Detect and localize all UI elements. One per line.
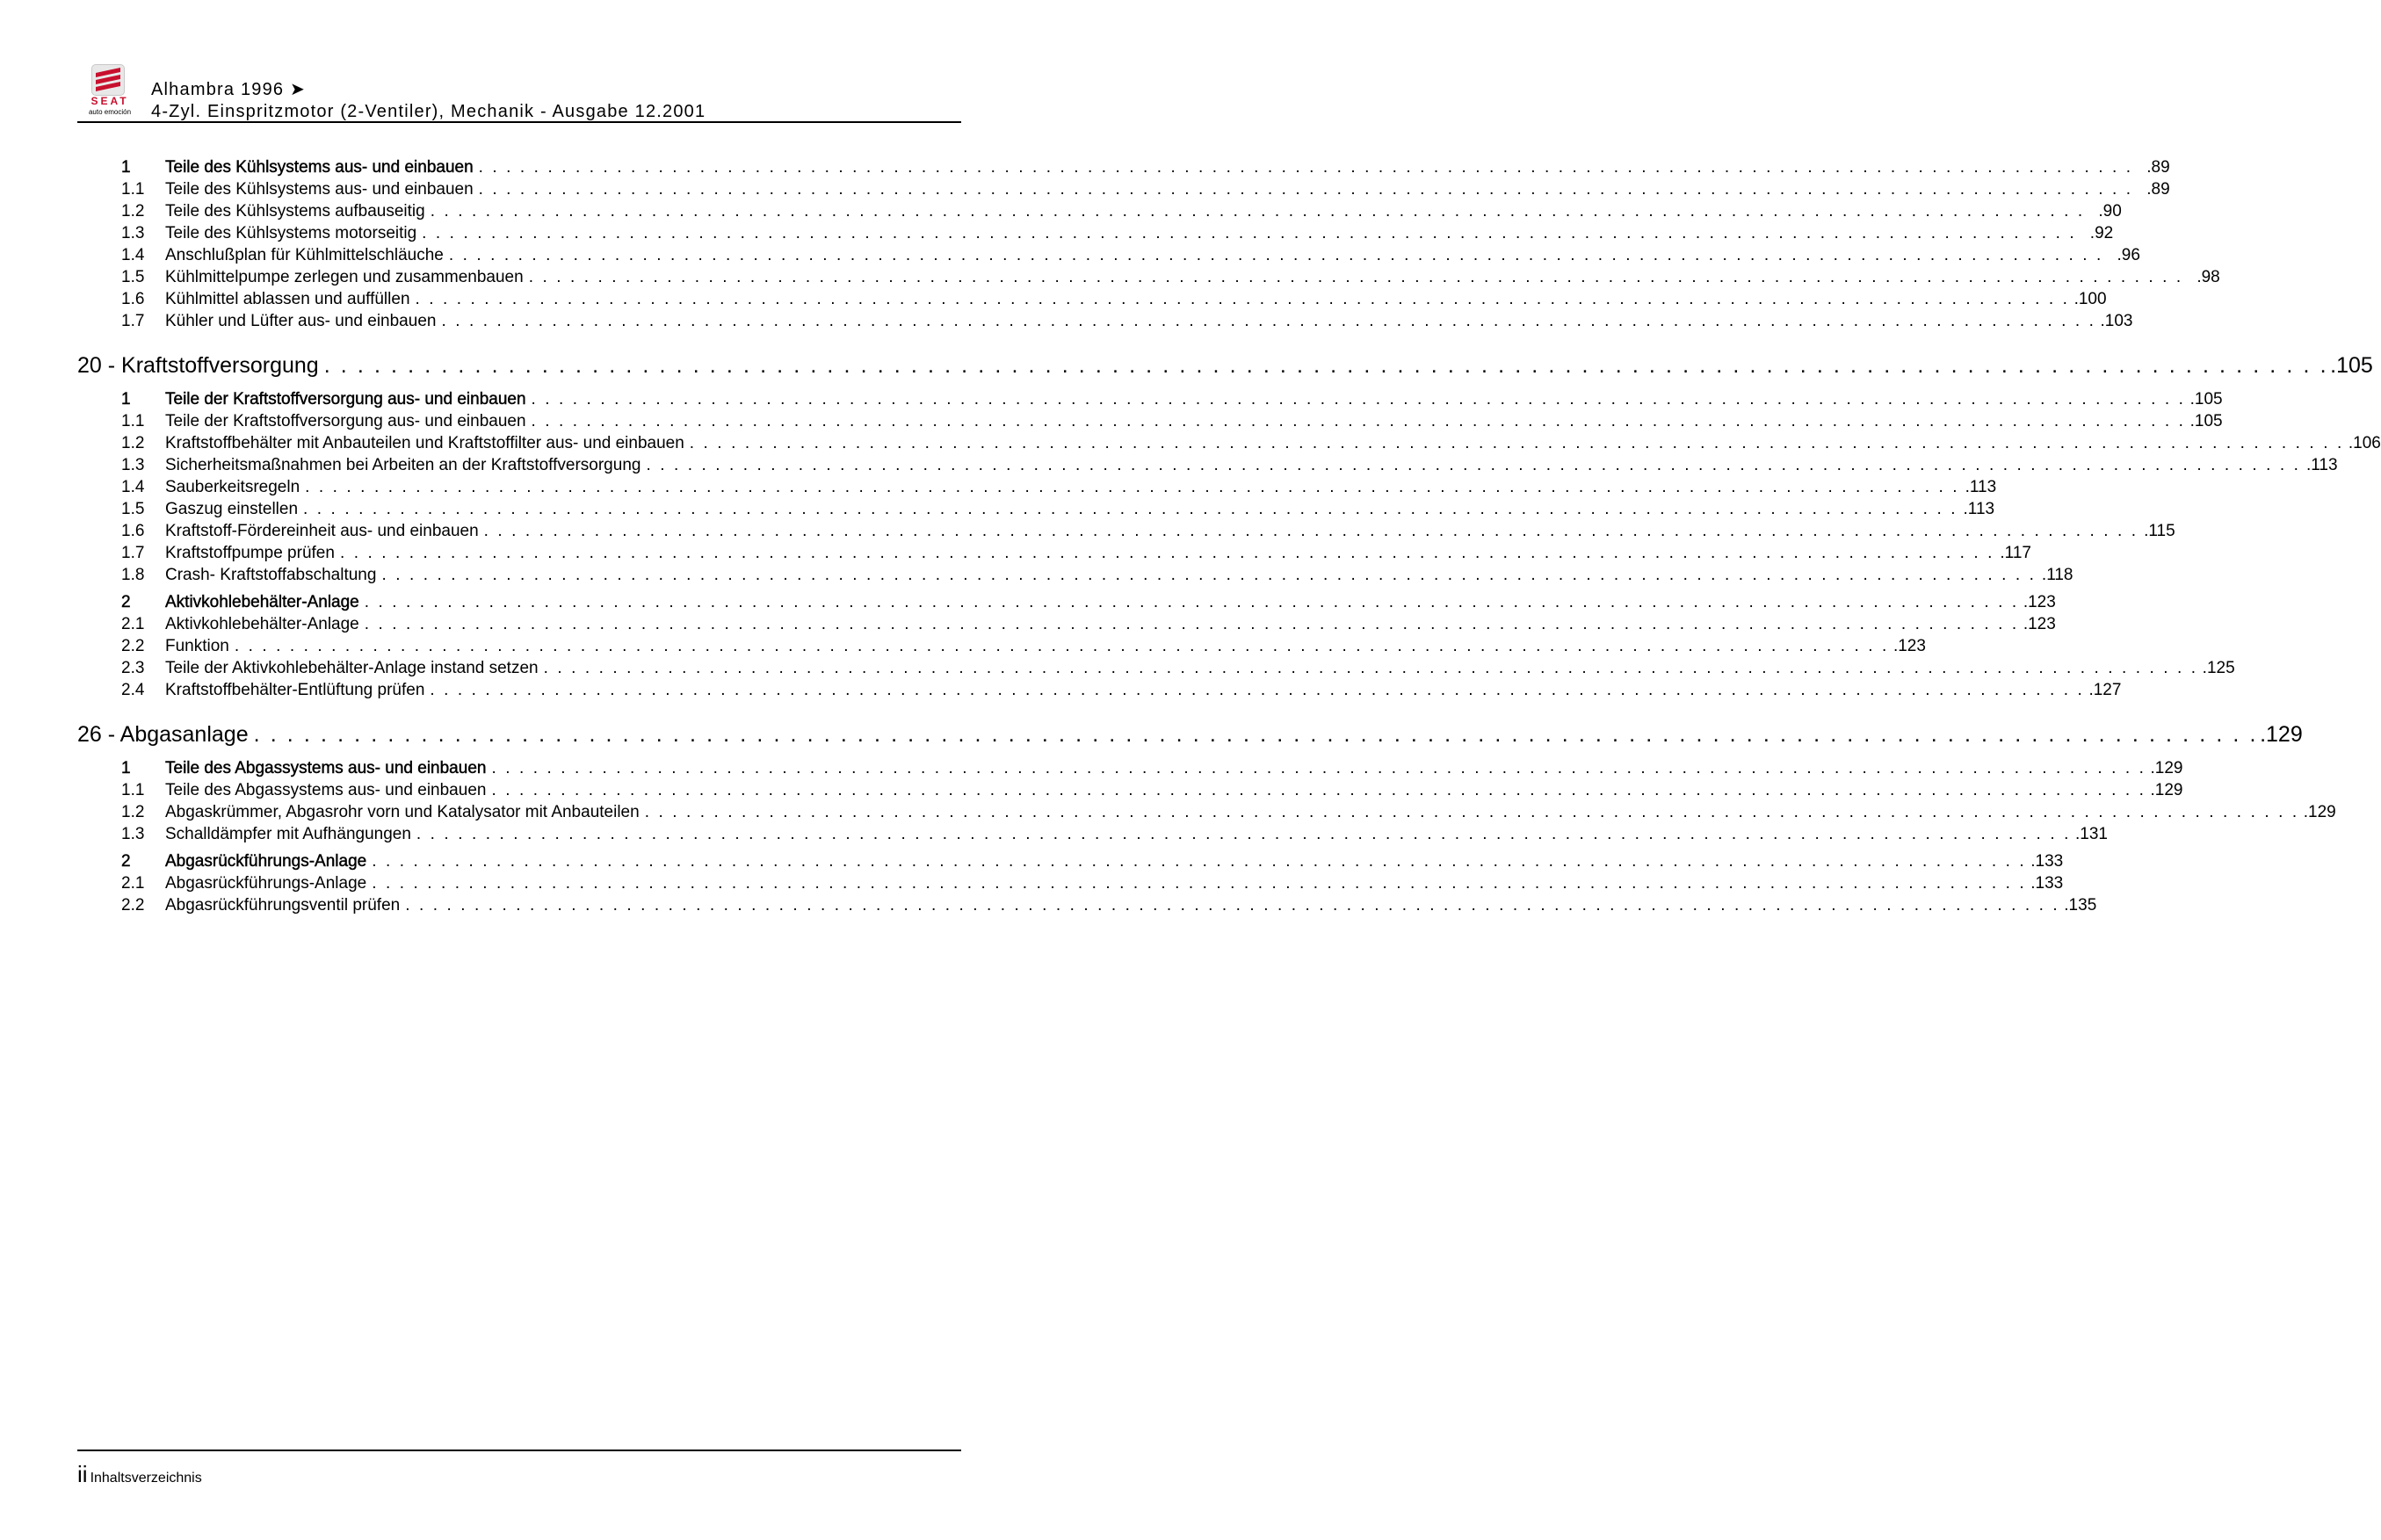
toc-section-entry[interactable]: [77, 593, 2056, 615]
toc-subsection-entry[interactable]: [77, 290, 2107, 312]
toc-entry-number: 2.2: [121, 896, 145, 915]
dot-leader: . . . . . . . . . . . . . . . . . . . . . . . . . . . . . . . . . . . . . . . . . . . . . . . . . . . . . . . . . . . . . . . . . . . . . . . . . . . . . . . . . . . . . . . . . . . . . . . . . . . . . . . . . . . . . . . . . . . . . . . .: [441, 312, 2096, 330]
toc-entry-number: 1.6: [121, 290, 145, 308]
dot-leader: . . . . . . . . . . . . . . . . . . . . . . . . . . . . . . . . . . . . . . . . . . . . . . . . . . . . . . . . . . . . . . . . . . . . . . . . . . . . . . . . . . . . . . . . . . . . . . . . . . . . . . . . . . . . . . . . . . . . . . . .: [689, 434, 2344, 452]
toc-entry-number: 2.3: [121, 659, 145, 677]
toc-entry-title: Sicherheitsmaßnahmen bei Arbeiten an der Kraftstoffversorgung: [165, 456, 641, 474]
toc-entry-number: 1.8: [121, 566, 145, 584]
dot-leader: . . . . . . . . . . . . . . . . . . . . . . . . . . . . . . . . . . . . . . . . . . . . . . . . . . . . . . . . . . . . . . . . . . . . . . . . . . . . . . . . . . . . . . . . . . . . . . . . . . . . . . . . . . . . . . . . . . . . . . . .: [531, 412, 2186, 430]
toc-entry-page: .123: [1892, 637, 1926, 655]
dot-leader: . . . . . . . . . . . . . . . . . . . . . . . . . . . . . . . . . . . . . . . . . . . . . . . . . . . . . . . . . . . . . . . . . . . . . . . . . . . . . . . . . . . . . . . . . . . . . . . . . . . . . . . . . . . . . . . . . . . . . . . .: [430, 681, 2085, 699]
toc-entry-page: .123: [2023, 615, 2056, 633]
toc-entry-page: .105: [2189, 390, 2223, 408]
toc-entry-title: Aktivkohlebehälter-Anlage: [165, 615, 359, 633]
toc-entry-number: 2: [121, 593, 131, 611]
toc-section-entry[interactable]: [77, 759, 2183, 781]
toc-entry-page: .100: [2073, 290, 2107, 308]
toc-subsection-entry[interactable]: [77, 456, 2338, 478]
toc-chapter-entry[interactable]: [77, 353, 2373, 385]
toc-entry-page: .113: [1963, 500, 1995, 518]
toc-entry-page: .113: [2305, 456, 2338, 474]
toc-entry-page: .113: [1965, 478, 1997, 496]
toc-entry-number: 1.2: [121, 803, 145, 821]
toc-subsection-entry[interactable]: [77, 681, 2122, 703]
toc-entry-title: Kraftstoffbehälter mit Anbauteilen und Kraftstoffilter aus- und einbauen: [165, 434, 684, 452]
toc-entry-title: Schalldämpfer mit Aufhängungen: [165, 825, 411, 843]
dot-leader: . . . . . . . . . . . . . . . . . . . . . . . . . . . . . . . . . . . . . . . . . . . . . . . . . . . . . . . . . . . . . . . . . . . . . . . . . . . . . . . . . . . . . . . . . . . . . . . . . . . . . . . . . . . . . . . . . . . . . . . .: [543, 659, 2198, 677]
toc-entry-title: Kühler und Lüfter aus- und einbauen: [165, 312, 437, 330]
dot-leader: . . . . . . . . . . . . . . . . . . . . . . . . . . . . . . . . . . . . . . . . . . . . . . . . . . . . . . . . . . . . . . . . . . . . . . . . . . . . . . . . . . . . . . . . . . . . . . . . . . . . . . . . . . . . . . . . . . . . . . . .: [491, 781, 2146, 799]
toc-entry-number: 1: [121, 390, 131, 408]
toc-entry-number: 1.4: [121, 246, 145, 264]
toc-entry-title: Teile des Kühlsystems aufbauseitig: [165, 202, 425, 221]
toc-entry-number: 2: [121, 852, 131, 871]
toc-entry-title: Kraftstoffbehälter-Entlüftung prüfen: [165, 681, 425, 699]
toc-subsection-entry[interactable]: [77, 803, 2336, 825]
toc-entry-number: 1.1: [121, 180, 145, 199]
dot-leader: . . . . . . . . . . . . . . . . . . . . . . . . . . . . . . . . . . . . . . . . . . . . . . . . . . . . . . . . . . . . . . . . . . . . . . . . . . . . . . . . . . . . . . . . . . . . . . . . . . . . . . . . . . . . . . . . . . . . . . . .: [323, 353, 2329, 378]
dot-leader: . . . . . . . . . . . . . . . . . . . . . . . . . . . . . . . . . . . . . . . . . . . . . . . . . . . . . . . . . . . . . . . . . . . . . . . . . . . . . . . . . . . . . . . . . . . . . . . . . . . . . . . . . . . . . . . . . . . . . . . .: [478, 158, 2133, 177]
toc-entry-page: .105: [2189, 412, 2223, 430]
toc-entry-title: 20 - Kraftstoffversorgung: [77, 353, 319, 378]
dot-leader: . . . . . . . . . . . . . . . . . . . . . . . . . . . . . . . . . . . . . . . . . . . . . . . . . . . . . . . . . . . . . . . . . . . . . . . . . . . . . . . . . . . . . . . . . . . . . . . . . . . . . . . . . . . . . . . . . . . . . . . .: [644, 803, 2299, 821]
dot-leader: . . . . . . . . . . . . . . . . . . . . . . . . . . . . . . . . . . . . . . . . . . . . . . . . . . . . . . . . . . . . . . . . . . . . . . . . . . . . . . . . . . . . . . . . . . . . . . . . . . . . . . . . . . . . . . . . . . . . . . . .: [303, 500, 1958, 518]
toc-entry-number: 1.2: [121, 202, 145, 221]
header-subtitle: 4-Zyl. Einspritzmotor (2-Ventiler), Mechanik - Ausgabe 12.2001: [151, 102, 706, 121]
toc-subsection-entry[interactable]: [77, 268, 2220, 290]
toc-subsection-entry[interactable]: [77, 246, 2140, 268]
seat-emblem-icon: [91, 64, 125, 96]
toc-entry-page: .89: [2146, 180, 2170, 199]
toc-entry-number: 1.5: [121, 268, 145, 286]
toc-subsection-entry[interactable]: [77, 434, 2381, 456]
dot-leader: . . . . . . . . . . . . . . . . . . . . . . . . . . . . . . . . . . . . . . . . . . . . . . . . . . . . . . . . . . . . . . . . . . . . . . . . . . . . . . . . . . . . . . . . . . . . . . . . . . . . . . . . . . . . . . . . . . . . . . . .: [422, 224, 2077, 242]
toc-subsection-entry[interactable]: [77, 478, 1997, 500]
toc-entry-page: .98: [2196, 268, 2220, 286]
toc-subsection-entry[interactable]: [77, 544, 2031, 566]
dot-leader: . . . . . . . . . . . . . . . . . . . . . . . . . . . . . . . . . . . . . . . . . . . . . . . . . . . . . . . . . . . . . . . . . . . . . . . . . . . . . . . . . . . . . . . . . . . . . . . . . . . . . . . . . . . . . . . . . . . . . . . .: [483, 522, 2139, 540]
toc-entry-number: 1.7: [121, 544, 145, 562]
toc-entry-page: .135: [2064, 896, 2097, 915]
page-header: [77, 60, 961, 123]
toc-entry-page: .133: [2030, 874, 2064, 893]
toc-entry-page: .90: [2098, 202, 2122, 221]
toc-entry-number: 2.1: [121, 615, 145, 633]
dot-leader: . . . . . . . . . . . . . . . . . . . . . . . . . . . . . . . . . . . . . . . . . . . . . . . . . . . . . . . . . . . . . . . . . . . . . . . . . . . . . . . . . . . . . . . . . . . . . . . . . . . . . . . . . . . . . . . . . . . . . . . .: [478, 180, 2133, 199]
toc-entry-page: .133: [2030, 852, 2064, 871]
toc-section-entry[interactable]: [77, 158, 2170, 180]
dot-leader: . . . . . . . . . . . . . . . . . . . . . . . . . . . . . . . . . . . . . . . . . . . . . . . . . . . . . . . . . . . . . . . . . . . . . . . . . . . . . . . . . . . . . . . . . . . . . . . . . . . . . . . . . . . . . . . . . . . . . . . .: [372, 874, 2027, 893]
toc-subsection-entry[interactable]: [77, 566, 2073, 588]
toc-subsection-entry[interactable]: [77, 412, 2223, 434]
toc-entry-title: Kühlmittelpumpe zerlegen und zusammenbauen: [165, 268, 524, 286]
dot-leader: . . . . . . . . . . . . . . . . . . . . . . . . . . . . . . . . . . . . . . . . . . . . . . . . . . . . . . . . . . . . . . . . . . . . . . . . . . . . . . . . . . . . . . . . . . . . . . . . . . . . . . . . . . . . . . . . . . . . . . . .: [405, 896, 2060, 915]
toc-entry-number: 1.3: [121, 825, 145, 843]
toc-chapter-entry[interactable]: [77, 722, 2303, 754]
dot-leader: . . . . . . . . . . . . . . . . . . . . . . . . . . . . . . . . . . . . . . . . . . . . . . . . . . . . . . . . . . . . . . . . . . . . . . . . . . . . . . . . . . . . . . . . . . . . . . . . . . . . . . . . . . . . . . . . . . . . . . . .: [305, 478, 1960, 496]
logo-brand: SEAT: [90, 95, 129, 107]
toc-entry-number: 1: [121, 158, 131, 177]
toc-entry-page: .129: [2150, 759, 2183, 777]
toc-subsection-entry[interactable]: [77, 180, 2170, 202]
toc-subsection-entry[interactable]: [77, 312, 2133, 334]
toc-entry-number: 1.2: [121, 434, 145, 452]
dot-leader: . . . . . . . . . . . . . . . . . . . . . . . . . . . . . . . . . . . . . . . . . . . . . . . . . . . . . . . . . . . . . . . . . . . . . . . . . . . . . . . . . . . . . . . . . . . . . . . . . . . . . . . . . . . . . . . . . . . . . . . .: [430, 202, 2085, 221]
dot-leader: . . . . . . . . . . . . . . . . . . . . . . . . . . . . . . . . . . . . . . . . . . . . . . . . . . . . . . . . . . . . . . . . . . . . . . . . . . . . . . . . . . . . . . . . . . . . . . . . . . . . . . . . . . . . . . . . . . . . . . . .: [448, 246, 2103, 264]
toc-entry-title: Crash- Kraftstoffabschaltung: [165, 566, 377, 584]
toc-entry-title: Abgasrückführungs-Anlage: [165, 852, 367, 871]
toc-entry-page: .106: [2348, 434, 2381, 452]
toc-entry-title: Abgaskrümmer, Abgasrohr vorn und Katalysator mit Anbauteilen: [165, 803, 640, 821]
toc-entry-page: .92: [2089, 224, 2114, 242]
toc-entry-page: .103: [2100, 312, 2133, 330]
toc-entry-title: Teile des Abgassystems aus- und einbauen: [165, 759, 487, 777]
dot-leader: . . . . . . . . . . . . . . . . . . . . . . . . . . . . . . . . . . . . . . . . . . . . . . . . . . . . . . . . . . . . . . . . . . . . . . . . . . . . . . . . . . . . . . . . . . . . . . . . . . . . . . . . . . . . . . . . . . . . . . . .: [416, 825, 2071, 843]
toc-entry-page: .115: [2144, 522, 2175, 540]
dot-leader: . . . . . . . . . . . . . . . . . . . . . . . . . . . . . . . . . . . . . . . . . . . . . . . . . . . . . . . . . . . . . . . . . . . . . . . . . . . . . . . . . . . . . . . . . . . . . . . . . . . . . . . . . . . . . . . . . . . . . . . .: [491, 759, 2146, 777]
toc-subsection-entry[interactable]: [77, 500, 1995, 522]
toc-entry-page: .129: [2260, 722, 2303, 747]
toc-entry-title: Sauberkeitsregeln: [165, 478, 300, 496]
toc-subsection-entry[interactable]: [77, 896, 2097, 918]
toc-entry-page: .118: [2041, 566, 2073, 584]
toc-entry-number: 1.5: [121, 500, 145, 518]
logo-tagline: auto emoción: [88, 108, 132, 116]
toc-entry-number: 1.1: [121, 781, 145, 799]
toc-entry-title: Teile der Kraftstoffversorgung aus- und einbauen: [165, 390, 526, 408]
page-footer: [77, 1461, 202, 1488]
toc-entry-title: Kraftstoffpumpe prüfen: [165, 544, 335, 562]
toc-entry-page: .131: [2074, 825, 2108, 843]
footer-page-number: ii: [77, 1461, 88, 1487]
toc-subsection-entry[interactable]: [77, 637, 1926, 659]
toc-subsection-entry[interactable]: [77, 659, 2235, 681]
toc-entry-title: 26 - Abgasanlage: [77, 722, 249, 747]
dot-leader: . . . . . . . . . . . . . . . . . . . . . . . . . . . . . . . . . . . . . . . . . . . . . . . . . . . . . . . . . . . . . . . . . . . . . . . . . . . . . . . . . . . . . . . . . . . . . . . . . . . . . . . . . . . . . . . . . . . . . . . .: [372, 852, 2027, 871]
toc-subsection-entry[interactable]: [77, 522, 2175, 544]
toc-entry-page: .129: [2303, 803, 2336, 821]
toc-entry-title: Kühlmittel ablassen und auffüllen: [165, 290, 410, 308]
dot-leader: . . . . . . . . . . . . . . . . . . . . . . . . . . . . . . . . . . . . . . . . . . . . . . . . . . . . . . . . . . . . . . . . . . . . . . . . . . . . . . . . . . . . . . . . . . . . . . . . . . . . . . . . . . . . . . . . . . . . . . . .: [415, 290, 2070, 308]
toc-entry-number: 2.2: [121, 637, 145, 655]
toc-entry-title: Funktion: [165, 637, 229, 655]
toc-entry-number: 1.7: [121, 312, 145, 330]
dot-leader: . . . . . . . . . . . . . . . . . . . . . . . . . . . . . . . . . . . . . . . . . . . . . . . . . . . . . . . . . . . . . . . . . . . . . . . . . . . . . . . . . . . . . . . . . . . . . . . . . . . . . . . . . . . . . . . . . . . . . . . .: [364, 593, 2019, 611]
toc-entry-title: Kraftstoff-Fördereinheit aus- und einbauen: [165, 522, 479, 540]
toc-entry-title: Abgasrückführungsventil prüfen: [165, 896, 401, 915]
toc-entry-number: 1.4: [121, 478, 145, 496]
toc-section-entry[interactable]: [77, 390, 2223, 412]
toc-subsection-entry[interactable]: [77, 224, 2114, 246]
toc-entry-title: Teile der Kraftstoffversorgung aus- und einbauen: [165, 412, 526, 430]
toc-entry-number: 1.3: [121, 224, 145, 242]
toc-entry-number: 1: [121, 759, 131, 777]
toc-section-entry[interactable]: [77, 852, 2064, 874]
header-title: Alhambra 1996 ➤: [151, 80, 306, 99]
toc-subsection-entry[interactable]: [77, 202, 2122, 224]
toc-subsection-entry[interactable]: [77, 615, 2056, 637]
footer-rule: [77, 1450, 961, 1451]
toc-entry-number: 2.4: [121, 681, 145, 699]
header-rule: [77, 121, 961, 123]
toc-entry-number: 1.1: [121, 412, 145, 430]
toc-entry-page: .127: [2088, 681, 2122, 699]
dot-leader: . . . . . . . . . . . . . . . . . . . . . . . . . . . . . . . . . . . . . . . . . . . . . . . . . . . . . . . . . . . . . . . . . . . . . . . . . . . . . . . . . . . . . . . . . . . . . . . . . . . . . . . . . . . . . . . . . . . . . . . .: [528, 268, 2183, 286]
seat-logo: [77, 64, 142, 117]
dot-leader: . . . . . . . . . . . . . . . . . . . . . . . . . . . . . . . . . . . . . . . . . . . . . . . . . . . . . . . . . . . . . . . . . . . . . . . . . . . . . . . . . . . . . . . . . . . . . . . . . . . . . . . . . . . . . . . . . . . . . . . .: [531, 390, 2186, 408]
toc-subsection-entry[interactable]: [77, 825, 2108, 847]
footer-label: Inhaltsverzeichnis: [90, 1471, 202, 1486]
toc-entry-page: .89: [2146, 158, 2170, 177]
dot-leader: . . . . . . . . . . . . . . . . . . . . . . . . . . . . . . . . . . . . . . . . . . . . . . . . . . . . . . . . . . . . . . . . . . . . . . . . . . . . . . . . . . . . . . . . . . . . . . . . . . . . . . . . . . . . . . . . . . . . . . . .: [646, 456, 2301, 474]
table-of-contents: [77, 153, 2381, 918]
toc-entry-title: Anschlußplan für Kühlmittelschläuche: [165, 246, 444, 264]
toc-entry-page: .125: [2202, 659, 2235, 677]
toc-entry-title: Gaszug einstellen: [165, 500, 299, 518]
toc-entry-number: 1.3: [121, 456, 145, 474]
dot-leader: . . . . . . . . . . . . . . . . . . . . . . . . . . . . . . . . . . . . . . . . . . . . . . . . . . . . . . . . . . . . . . . . . . . . . . . . . . . . . . . . . . . . . . . . . . . . . . . . . . . . . . . . . . . . . . . . . . . . . . . .: [234, 637, 1889, 655]
toc-entry-page: .96: [2117, 246, 2140, 264]
toc-subsection-entry[interactable]: [77, 781, 2183, 803]
toc-entry-title: Teile der Aktivkohlebehälter-Anlage instand setzen: [165, 659, 539, 677]
toc-entry-page: .123: [2023, 593, 2056, 611]
toc-entry-title: Abgasrückführungs-Anlage: [165, 874, 367, 893]
toc-entry-title: Teile des Kühlsystems aus- und einbauen: [165, 180, 474, 199]
toc-entry-page: .117: [2000, 544, 2031, 562]
toc-entry-title: Teile des Abgassystems aus- und einbauen: [165, 781, 487, 799]
toc-entry-number: 1.6: [121, 522, 145, 540]
toc-entry-title: Aktivkohlebehälter-Anlage: [165, 593, 359, 611]
dot-leader: . . . . . . . . . . . . . . . . . . . . . . . . . . . . . . . . . . . . . . . . . . . . . . . . . . . . . . . . . . . . . . . . . . . . . . . . . . . . . . . . . . . . . . . . . . . . . . . . . . . . . . . . . . . . . . . . . . . . . . . .: [364, 615, 2019, 633]
toc-subsection-entry[interactable]: [77, 874, 2064, 896]
toc-entry-title: Teile des Kühlsystems aus- und einbauen: [165, 158, 474, 177]
dot-leader: . . . . . . . . . . . . . . . . . . . . . . . . . . . . . . . . . . . . . . . . . . . . . . . . . . . . . . . . . . . . . . . . . . . . . . . . . . . . . . . . . . . . . . . . . . . . . . . . . . . . . . . . . . . . . . . . . . . . . . . .: [253, 722, 2259, 747]
toc-entry-number: 2.1: [121, 874, 145, 893]
toc-entry-page: .105: [2330, 353, 2373, 378]
toc-entry-page: .129: [2150, 781, 2183, 799]
toc-entry-title: Teile des Kühlsystems motorseitig: [165, 224, 417, 242]
dot-leader: . . . . . . . . . . . . . . . . . . . . . . . . . . . . . . . . . . . . . . . . . . . . . . . . . . . . . . . . . . . . . . . . . . . . . . . . . . . . . . . . . . . . . . . . . . . . . . . . . . . . . . . . . . . . . . . . . . . . . . . .: [381, 566, 2037, 584]
dot-leader: . . . . . . . . . . . . . . . . . . . . . . . . . . . . . . . . . . . . . . . . . . . . . . . . . . . . . . . . . . . . . . . . . . . . . . . . . . . . . . . . . . . . . . . . . . . . . . . . . . . . . . . . . . . . . . . . . . . . . . . .: [339, 544, 1994, 562]
